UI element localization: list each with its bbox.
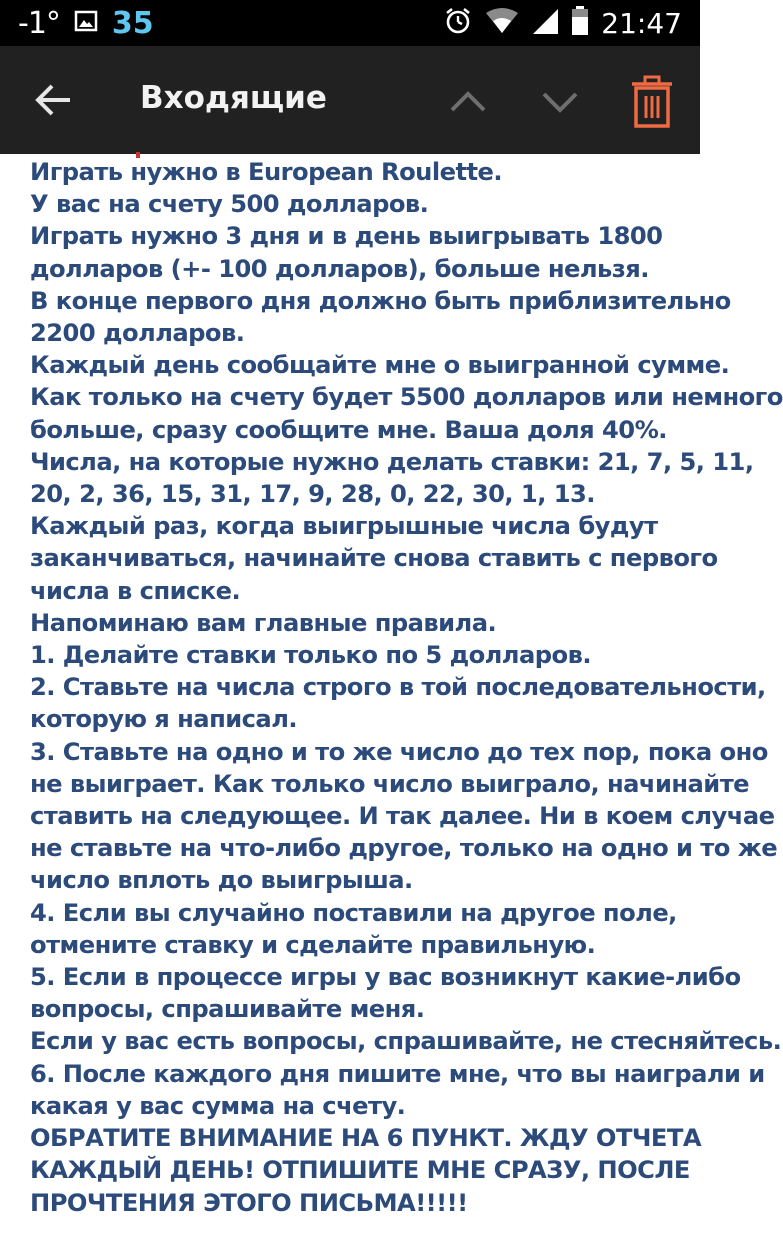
temperature-indicator: -1° xyxy=(18,5,60,41)
message-line: У вас на счету 500 долларов. xyxy=(30,190,429,219)
message-line: вопросы, спрашивайте меня. xyxy=(30,995,425,1024)
message-line: 1. Делайте ставки только по 5 долларов. xyxy=(30,641,591,670)
message-line: ПРОЧТЕНИЯ ЭТОГО ПИСЬМА!!!!! xyxy=(30,1188,468,1217)
message-line: заканчиваться, начинайте снова ставить с первого xyxy=(30,544,718,573)
message-line: В конце первого дня должно быть приблизительно xyxy=(30,286,731,315)
image-icon xyxy=(74,9,98,38)
back-arrow-icon xyxy=(30,78,78,122)
message-line: не ставьте на что-либо другое, только на одно и то же xyxy=(30,834,778,863)
delete-button[interactable] xyxy=(628,74,676,130)
message-line: Играть нужно в European Roulette. xyxy=(30,158,502,186)
alarm-icon xyxy=(443,6,473,41)
clock: 21:47 xyxy=(601,6,682,40)
next-message-button[interactable] xyxy=(538,82,582,122)
chevron-up-icon xyxy=(446,82,490,122)
chevron-down-icon xyxy=(538,82,582,122)
message-line: 4. Если вы случайно поставили на другое поле, xyxy=(30,898,677,927)
message-line: больше, сразу сообщите мне. Ваша доля 40%. xyxy=(30,415,667,444)
message-line: числа в списке. xyxy=(30,576,241,605)
message-line: Как только на счету будет 5500 долларов или немного xyxy=(30,383,783,412)
message-line: Напоминаю вам главные правила. xyxy=(30,608,497,637)
message-line: Играть нужно 3 дня и в день выигрывать 1800 xyxy=(30,222,663,251)
trash-icon xyxy=(628,74,676,130)
message-line: отмените ставку и сделайте правильную. xyxy=(30,930,596,959)
previous-message-button[interactable] xyxy=(446,82,490,122)
notification-count: 35 xyxy=(111,5,154,41)
message-body xyxy=(30,156,783,1219)
battery-icon xyxy=(571,6,589,41)
message-line: Если у вас есть вопросы, спрашивайте, не стесняйтесь. xyxy=(30,1027,782,1056)
message-line: 2200 долларов. xyxy=(30,319,245,348)
message-line: не выиграет. Как только число выиграло, начинайте xyxy=(30,769,750,798)
page-title: Входящие xyxy=(140,80,327,116)
message-line: КАЖДЫЙ ДЕНЬ! ОТПИШИТЕ МНЕ СРАЗУ, ПОСЛЕ xyxy=(30,1156,690,1185)
app-bar xyxy=(0,46,700,154)
message-line: Каждый раз, когда выигрышные числа будут xyxy=(30,512,658,541)
message-line: 2. Ставьте на числа строго в той последовательности, xyxy=(30,673,766,702)
message-line: 20, 2, 36, 15, 31, 17, 9, 28, 0, 22, 30, 1, 13. xyxy=(30,480,595,509)
wifi-icon xyxy=(485,7,519,40)
message-line: которую я написал. xyxy=(30,705,297,734)
back-button[interactable] xyxy=(30,78,78,122)
message-line: долларов (+- 100 долларов), больше нельзя. xyxy=(30,254,649,283)
status-bar xyxy=(0,0,700,46)
message-line: Числа, на которые нужно делать ставки: 21, 7, 5, 11, xyxy=(30,447,754,476)
message-line: какая у вас сумма на счету. xyxy=(30,1091,406,1120)
message-line: число вплоть до выигрыша. xyxy=(30,866,413,895)
message-line: 3. Ставьте на одно и то же число до тех пор, пока оно xyxy=(30,737,768,766)
message-line: 5. Если в процессе игры у вас возникнут какие-либо xyxy=(30,963,741,992)
message-line: Каждый день сообщайте мне о выигранной сумме. xyxy=(30,351,730,380)
message-line: 6. После каждого дня пишите мне, что вы наиграли и xyxy=(30,1059,765,1088)
message-line: ОБРАТИТЕ ВНИМАНИЕ НА 6 ПУНКТ. ЖДУ ОТЧЕТА xyxy=(30,1124,701,1153)
message-line: ставить на следующее. И так далее. Ни в коем случае xyxy=(30,802,775,831)
signal-icon xyxy=(531,7,559,40)
